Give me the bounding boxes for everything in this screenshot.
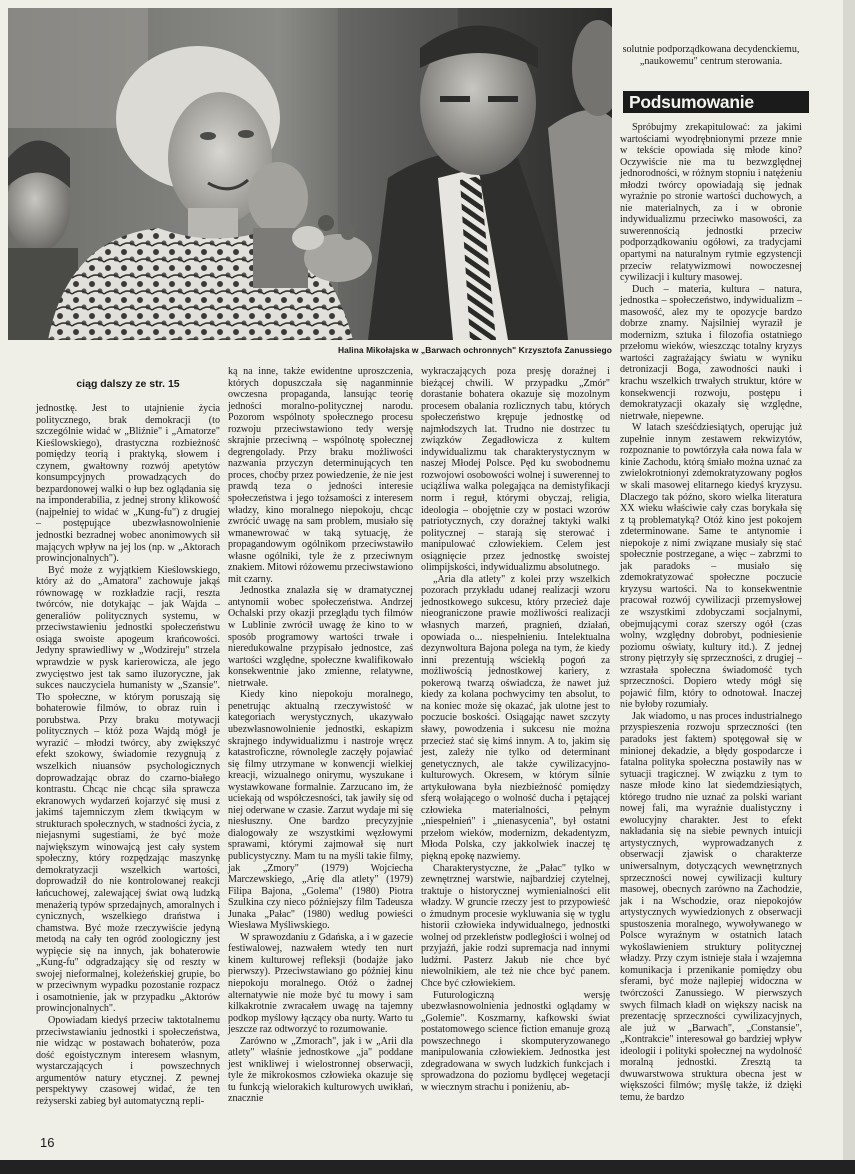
paragraph: Jak wiadomo, u nas proces industrialnego przyspieszenia rozwoju sprzeczności (ten paradoks jest faktem) spotęgował się w minionej dekadzie, a błędy gospodarcze i fatalna polityka społeczna postawiły nas w sytuacji tragicznej. W związku z tym to nasze młode kino lat siedemdziesiątych, którego trudno nie uznać za polski wariant nowej fali, ma wyraźnie dualistyczny i ewolucyjny charakter. Jest to efekt nakładania się na siebie pewnych intuicji artystycznych, wyprowadzanych z obserwacji zjawisk o charakterze uniwersalnym, dotyczących wewnętrznych sprzeczności nowej cywilizacji kultury masowej, obecnych zarówno na Zachodzie, jak i na Wschodzie, oraz niepokojów artystycznych wywiedzionych z obserwacji spustoszenia moralnego, wywoływanego w Polsce wyraźnym w ostatnich latach wykoślawieniem struktury politycznej władzy. Przy czym istnieje stała i wzajemna komunikacja i przenikanie pomiędzy obu sferami, być może najlepiej widoczna w twórczości Zanussiego. W pierwszych swych filmach kładł on większy nacisk na prezentację sprzeczności cywilizacyjnych, ale już w „Barwach", „Constansie", „Kontrakcie" interesował go bardziej wpływ ideologii i polityki społecznej na wydolność moralną jednostki. Zresztą ta dwuwarstwowa struktura obecna jest w większości filmów; myślę także, iż dzięki temu, że bardzo <box>620 710 802 1103</box>
paragraph: Zarówno w „Zmorach", jak i w „Arii dla atlety" właśnie jednostkowe „ja" poddane jest wnikliwej i wielostronnej obserwacji, tyle że mikrokosmos człowieka okazuje się tu funkcją wielorakich kulturowych uwikłań, znacznie <box>228 1035 413 1105</box>
text-column-3 <box>421 366 610 1093</box>
photo-caption: Halina Mikołajska w „Barwach ochronnych" Krzysztofa Zanussiego <box>337 345 612 355</box>
paragraph: Charakterystyczne, że „Pałac" tylko w zewnętrznej warstwie, najbardziej czytelnej, traktuje o historycznej wymienialności elit władzy. W gruncie rzeczy jest to przypowieść o żmudnym procesie wykluwania się w tyglu historii człowieka indywidualnego, jednostki wolnej od przekleństw podległości i wolnej od przyjaźń, jakie rodzi supremacja nad innymi ludźmi. Pasterz Jakub nie chce być niewolnikiem, ale też nie chce być panem. Chce być człowiekiem. <box>421 862 610 989</box>
paragraph: ką na inne, także ewidentne uproszczenia, których dopuszczała się naganminnie owczesna propaganda, lansując teorię jedności moralno-politycznej narodu. Pozorom wspólnoty społecznego procesu rozwoju przeciwstawiono tedy wersję skrajnie przeciwną – wspólnotę społecznej degrengolady. Przy braku możliwości nazwania przyczyn determinujących ten proces, choćby przez powiedzenie, że nie jest prawdą teza o jedności interesie społeczeństwa i jego tożsamości z interesem władzy, kino moralnego niepokoju, chcąc zwrócić uwagę na sam problem, musiało się wmanewrować w taką sytuację, że propagandowym ogólnikom przeciwstawiło własne ogólniki, tyle że z przeciwnym znakiem. Mitowi różowemu przeciwstawiono mit czarny. <box>228 366 413 585</box>
text-column-1 <box>36 403 220 1107</box>
paragraph: Kiedy kino niepokoju moralnego, penetrując aktualną rzeczywistość w kategoriach werystycznych, ukazywało ubezwłasnowolnienie jednostki, eskapizm skrajnego indywidualizmu i nastroje wręcz katastroficzne, równolegle zaczęły pojawiać się filmy utrzymane w konwencji wielkiej kreacji, wizualnego onirymu, wyszukane i wystawkowane formalnie. Zarzucano im, że uciekają od współczesności, tak jawiły się od niej oderwane w czasie. Zarzut wydaje mi się niesłuszny. One bardzo precyzyjnie dialogowały ze wszystkimi węzłowymi sprawami, którymi zajmował się nurt publicystyczny. Mam tu na myśli takie filmy, jak „Zmory" (1979) Wojciecha Marczewskiego, „Arię dla atlety" (1979) Filipa Bajona, „Golema" (1980) Piotra Szulkina czy nieco późniejszy film Tadeusza Junaka „Pałac" (1980) według powieści Wiesława Myśliwskiego. <box>228 689 413 932</box>
scan-bottom-edge <box>0 1160 855 1174</box>
paragraph: Opowiadam kiedyś przeciw taktotalnemu przeciwstawianiu jednostki i społeczeństwa, nie widząc w postawach bohaterów, poza dość egoistycznym interesem własnym, wystarczających i powszechnych argumentów natury etycznej. Z pewnej perspektywy czasowej widać, że ten reżyserski zabieg był automatyczną repli- <box>36 1014 220 1107</box>
section-heading: Podsumowanie <box>623 91 809 113</box>
text-column-2 <box>228 366 413 1105</box>
paragraph: W latach sześćdziesiątych, operując już zupełnie innym zestawem rekwizytów, rozpoznanie to powtórzyła cała nowa fala w kinie Zachodu, którą śmiało można uznać za zwielokrotnionyi zdemokratyzowany pogłos w skali masowej elitarnego kiedyś kryzysu. Dlaczego tak późno, skoro wielka literatura XX wieku właściwie cały czas borykała się z tą problematyką? Otóż kino jest pokojem zdeterminowane. Same te antynomie i niepokoje z nimi związane musiały się stać społecznie postrzegane, a więc – zabrzmi to jak paradoks – musiało się zdemokratyzować społeczne poczucie kryzysu wartości. Na to konsekwentnie pracował rozwój cywilizacji przemysłowej ze wszystkimi zdobyczami socjalnymi, obejmującymi coraz szerszy ogół (czas wolny, względny dobrobyt, podniesienie poziomu oświaty, kultury itd.). Z jednej strony piętrzyły się sprzeczności, z drugiej – wzrastała społeczna świadomość tych sprzeczności. Dopiero wtedy mógł się pojawić film, który to odnotował. Inaczej nie byłoby rozumiały. <box>620 422 802 711</box>
paragraph: Duch – materia, kultura – natura, jednostka – społeczeństwo, indywidualizm – masowość, alez my te opozycje bardzo dobrze znamy. Najsilniej wyraził je modernizm, sztuka i filozofia ostatniego przełomu wieków, wieszcząc totalny kryzys wartości zagrażający światu w wyniku detronizacji Boga, zawodności nauki i krachu wszelkich trwałych struktur, które w konsekwencji rozwoju, postępu i demokratyzacji okazały się względne, nietrwałe, niepewne. <box>620 283 802 422</box>
page-number: 16 <box>40 1135 55 1150</box>
paragraph: „Aria dla atlety" z kolei przy wszelkich pozorach przykładu udanej realizacji wzoru jednostkowego sukcesu, który przecież daje nieograniczone prawie możliwości realizacji własnych marzeń, pragnień, działań, opowiada o... niespełnieniu. Intelektualna dezynwoltura Bajona polega na tym, że kiedy inni prezentują wściekłą pogoń za możliwością jednostkowej kariery, z pokerową twarzą oświadcza, że nawet już kiedy za kolana pochwycimy ten absolut, to na koniec może się okazać, jak ulotne jest to poczucie boskości. Osiągając nawet szczyty sławy, powodzenia i sukcesu nie można przecież stać się kimś innym. A to, jakim się jest, zależy nie tylko od determinant genetycznych, ale także cywilizacyjno-kulturowych. Okresem, w którym silnie artykułowana była niezbieżność pomiędzy sferą wołającego o wolność ducha i pętającej człowieka materialności, pełnym „niespełnień" i „nienasycenia", był ostatni przełom wieków, modernizm, dekadentyzm, Młoda Polska, czy jakkolwiek inaczej tę piękną epokę nazwiemy. <box>421 573 610 862</box>
photo-illustration <box>8 8 612 340</box>
text-column-4-body <box>620 122 802 1103</box>
paragraph: W sprawozdaniu z Gdańska, a i w gazecie festiwalowej, nazwałem wtedy ten nurt kinem kulturowej refleksji (bodajże jako pierwszy). Przeciwstawiano go później kinu niepokoju moralnego. Otóż o żadnej alternatywie nie może być tu mowy i sam kilkakrotnie zwracałem uwagę na tajemny podkop myślowy łączący oba nurty. Warto tu jeszcze raz odtworzyć to rozumowanie. <box>228 931 413 1036</box>
film-still-photo <box>8 8 612 340</box>
page-edge <box>843 0 855 1160</box>
paragraph: Spróbujmy zrekapitulować: za jakimi wartościami wyodrębnionymi przeze mnie w tekście opowiada się młode kino? Oczywiście nie ma tu bezwzględnej jednorodności, w różnym stopniu i natężeniu młodzi twórcy opowiadają się jednak wyraźnie po stronie wartości duchowych, a nie materialnych, za i w obronie indywidualizmu przeciwko masowości, za suwerennością jednostki przeciw podporządkowaniu ogółowi, za tradycjami opartymi na naturalnym rytmie egzystencji przeciw relatywizmowi nowoczesnej cywilizacji i kultury masowej. <box>620 122 802 284</box>
paragraph: solutnie podporządkowana decydenckiemu, „naukowemu" centrum sterowania. <box>622 44 800 67</box>
paragraph: Jednostka znalazła się w dramatycznej antynomii wobec społeczeństwa. Andrzej Ochalski przy okazji przeglądu tych filmów w Lublinie zwrócił uwagę że kino to w sposób programowy wartości trwałe i nieredukowalne przypisało jednostce, zaś wartości względne, społeczne kwalifikowało konsekwentnie jako zmienne, relatywne, nietrwałe. <box>228 585 413 689</box>
text-column-4 <box>620 44 802 67</box>
paragraph: Być może z wyjątkiem Kieślowskiego, który aż do „Amatora" zachowuje jakąś równowagę w rozkładzie racji, reszta twórców, nie dotykając – jak Wajda – generaliów politycznych systemu, w przeciwstawieniu jednostki społeczeństwu osiąga swoiste apogeum krańcowości. Jedyny sprawiedliwy w „Wodzireju" strzela wprawdzie w pysk karierowicza, ale jego zwycięstwo jest tak samo iluzoryczne, jak sukces nauczyciela humanisty w „Szansie". Tło społeczne, w którym poruszają się bohaterowie filmów, to obraz ruin i porubstwa. Przy braku motywacji politycznych – któż poza Wajdą mógł je wyrazić – młodzi twórcy, aby zwiększyć efekt szokowy, świadomie rezygnują z wszelkich niuansów psychologicznych doprowadzając obraz do czarno-białego kontrastu. Chcąc nie chcąc siła sprawcza ekranowych wydarzeń kojarzyć się musi z jakimś tajemniczym złem tkwiącym w strukturach społecznych, w stadności życia, z niejasnymi sugestiami, że być może największym winowajcą jest cały system społeczny, który rozpędzając maszynkę demokratyzacji wszelkich wartości, doprowadził do nie kontrolowanej reakcji łańcuchowej, zalewającej świat ową ludzką menażerią typów sprzedajnych, amoralnych i cynicznych, wszelkiego draństwa i chamstwa. Być może rzeczywiście jedyną metodą na cały ten ogród zoologiczny jest wypięcie się na innych, jak bohaterowie „Kung-fu" odgradzający się od reszty w swojej nieformalnej, koleżeńskiej grupie, bo w przeciwnym wypadku pozostanie rozpacz i osamotnienie, jak w przypadku „Aktorów prowincjonalnych". <box>36 564 220 1015</box>
paragraph: jednostkę. Jest to utajnienie życia politycznego, brak demokracji (to szczególnie widać w „Bliźnie" i „Amatorze" Kieślowskiego), drastyczna rozbieżność pomiędzy teorią i praktyką, słowem i czynem, gwałtowny rozwój apetytów konsumpcyjnych prowadzących do bezpardonowej walki o łup bez oglądania się na imponderabilia, z jednej strony klikowość (najpełniej to widać w „Kung-fu") z drugiej – postępujące ubezwłasnowolnienie jednostki bezradnej wobec anonimowych sił mających wpływ na jej los (np. w „Aktorach prowincjonalnych"). <box>36 403 220 565</box>
continued-from-label: ciąg dalszy ze str. 15 <box>76 378 180 390</box>
paragraph: wykraczających poza presję doraźnej i bieżącej chwili. W przypadku „Zmór" dorastanie bohatera okazuje się mozolnym procesem obalania rozlicznych tabu, których społeczeństwo krępuje jednostkę od najmłodszych lat. Trudno nie dostrzec tu związków Zegadłowicza z kultem indywidualizmu tak charakterystycznym w naszej Młodej Polsce. Pęd ku swobodnemu rozwojowi osobowości wolnej i suwerennej to uciążliwa walka polegająca na demistyfikacji norm i reguł, którymi obyczaj, religia, ideologia – obojętnie czy w postaci wzorów patriotycznych, czy doraźnej taktyki walki politycznej – starają się sterować i manipulować człowiekiem. Celem jest osiągnięcie przez jednostkę swoistej olimpijskości, indywidualizmu absolutnego. <box>421 366 610 574</box>
paragraph: Futurologiczną wersję ubezwłasnowolnienia jednostki oglądamy w „Golemie". Koszmarny, kafkowski świat postatomowego science fiction emanuje grozą powszechnego i skomputeryzowanego manipulowania człowiekiem. Jednostka jest zdegradowana w swych ludzkich funkcjach i sprowadzona do poziomu bydlęcej wegetacji w wiecznym strachu i poniżeniu, ab- <box>421 989 610 1093</box>
